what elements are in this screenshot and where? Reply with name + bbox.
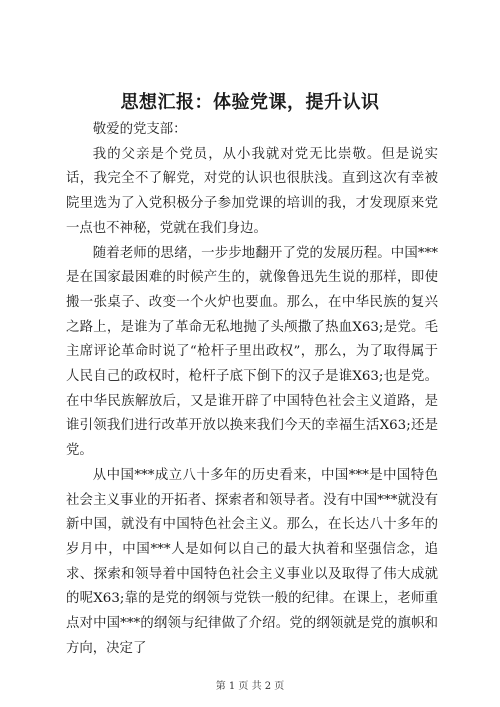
document-title: 思想汇报：体验党课，提升认识 <box>120 92 380 113</box>
page-footer: 第 1 页 共 2 页 <box>215 681 285 692</box>
paragraph-1: 我的父亲是个党员，从小我就对党无比崇敬。但是说实话，我完全不了解党，对党的认识也很肤浅。直到这次有幸被院里选为了入党积极分子参加党课的培训的我，才发现原来党一点也不神秘，党就在我们身边。 <box>66 146 438 236</box>
paragraph-3: 从中国***成立八十多年的历史看来，中国***是中国特色社会主义事业的开拓者、探索者和领导者。没有中国***就没有新中国，就没有中国特色社会主义。那么，在长达八十多年的岁月中，中国***人是如何以自己的最大执着和坚强信念，追求、探索和领导着中国特色社会主义事业以及取得了伟大成就的呢X63;靠的是党的纲领与党铁一般的纪律。在课上，老师重点对中国***的纲领与纪律做了介绍。党的纲领就是党的旗帜和方向，决定了 <box>66 467 438 656</box>
paragraph-2: 随着老师的思绪，一步步地翻开了党的发展历程。中国***是在国家最困难的时候产生的，就像鲁迅先生说的那样，即使搬一张桌子、改变一个火炉也要血。那么，在中华民族的复兴之路上，是谁为了革命无私地抛了头颅撒了热血X63;是党。毛主席评论革命时说了“枪杆子里出政权”，那么，为了取得属于人民自己的政权时，枪杆子底下倒下的汉子是谁X63;也是党。在中华民族解放后，又是谁开辟了中国特色社会主义道路，是谁引领我们进行改革开放以换来我们今天的幸福生活X63;还是党。 <box>66 245 438 459</box>
document-body <box>66 118 438 661</box>
salutation: 敬爱的党支部： <box>92 122 187 137</box>
